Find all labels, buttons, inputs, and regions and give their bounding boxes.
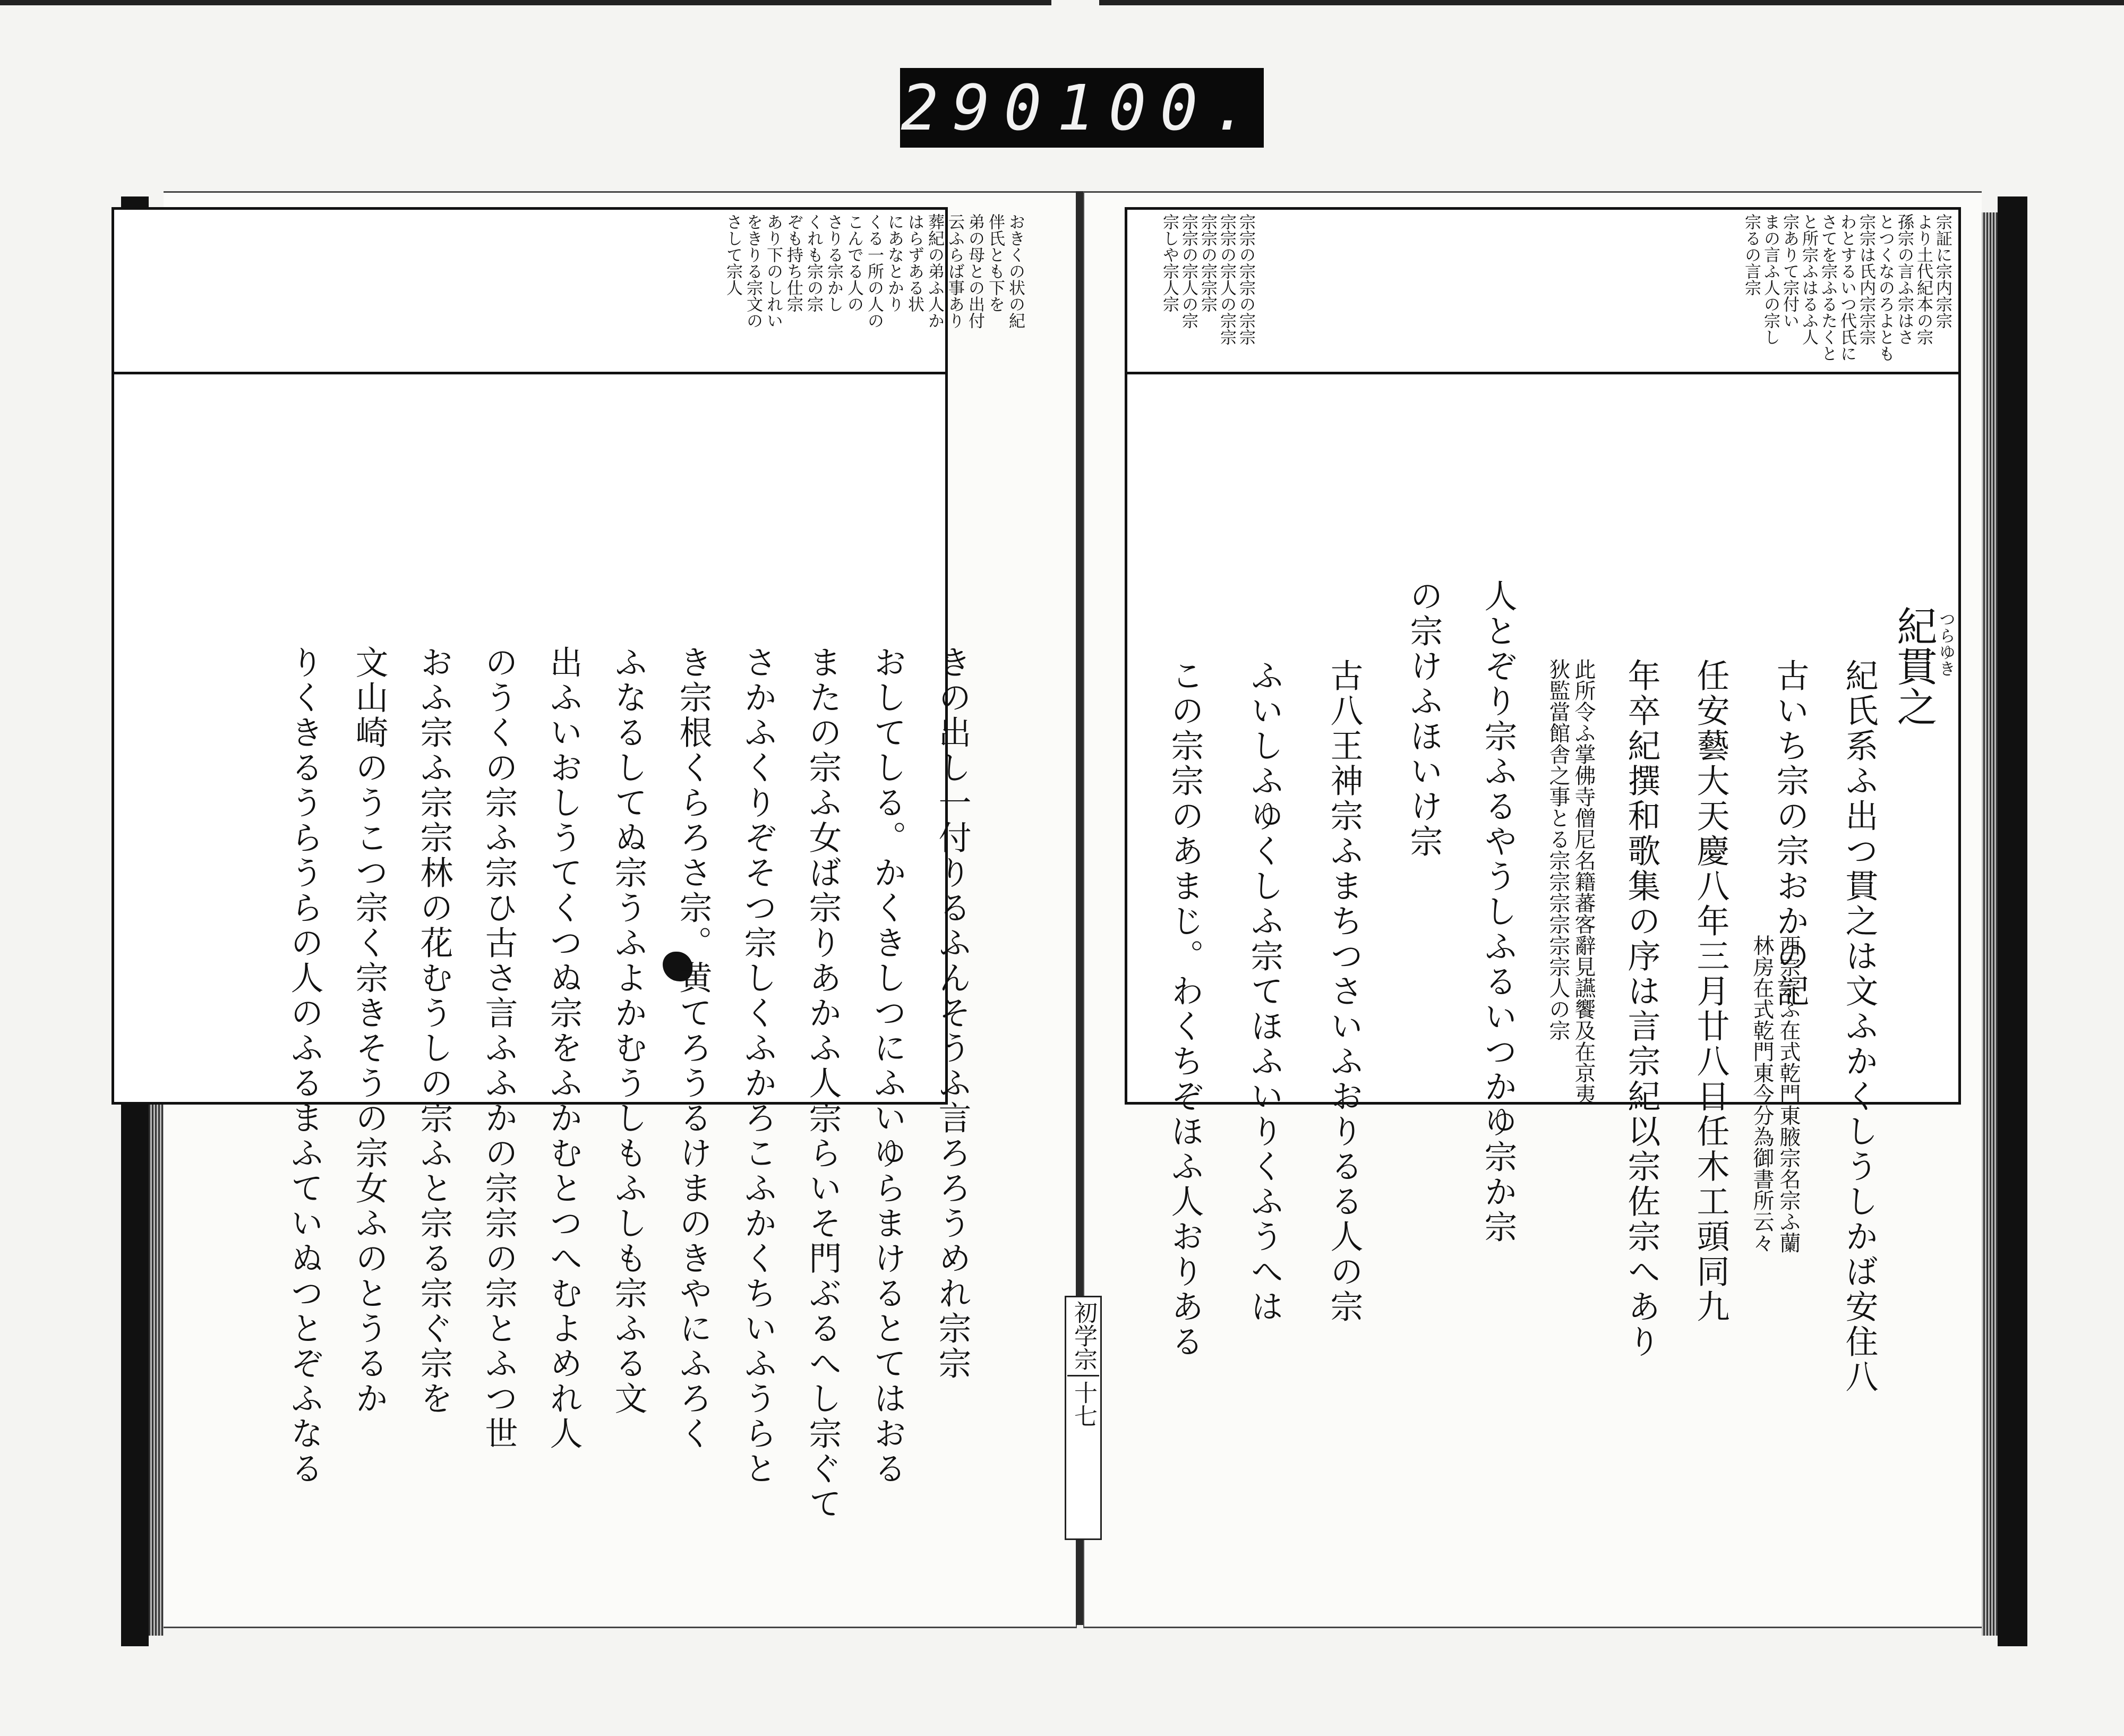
right-note-col: 狄監當館舎之事とる宗宗宗宗宗宗人の宗	[1546, 659, 1570, 1041]
right-note-col: 林房在式乾門東今分為御書所云々	[1750, 935, 1774, 1253]
left-body-col: き宗根くらろさ宗。黄てろうるけまのきやにふろく	[674, 645, 713, 1451]
right-gloss-col: 宗証に宗内宗宗	[1933, 213, 1952, 329]
left-gloss-col: さりる宗かし	[824, 213, 843, 312]
left-gloss-col: こんでる人の	[844, 213, 863, 312]
right-body-col: 任安藝大天慶八年三月廿八日任木工頭同九	[1691, 659, 1730, 1324]
right-body-col: 紀氏系ふ出つ貫之は文ふかくしうしかば安住八	[1840, 659, 1879, 1395]
left-body-col: おしてしる。かくきしつにふいゆらまけるとてはおる	[868, 645, 907, 1486]
right-cover-edge	[1998, 196, 2027, 1646]
right-gloss-col: 宗宗の宗人の宗宗	[1217, 213, 1236, 345]
right-note-col: 西宗宗ふ在式乾門東腋宗名宗ふ蘭	[1776, 935, 1801, 1253]
left-gloss-col: さして宗人	[723, 213, 742, 296]
right-gloss-col: まの言ふ人の宗し	[1761, 213, 1780, 345]
right-gloss-col: 宗ありて宗付い	[1780, 213, 1799, 329]
folio-title: 初学宗	[1070, 1301, 1097, 1371]
right-gloss-col: 宗宗の宗宗宗	[1198, 213, 1217, 312]
right-gloss-col: わとするいつ代氏に	[1837, 213, 1856, 362]
left-gloss-col: 云ふらば事あり	[945, 213, 964, 329]
left-body-col: のうくの宗ふ宗ひ古さ言ふふかの宗宗の宗とふつ世	[479, 645, 518, 1451]
right-note-col: 此所令ふ掌佛寺僧尼名籍蕃客辭見讌饗及在京夷	[1571, 659, 1596, 1105]
right-body-col: 古八王神宗ふまちつさいふおりるる人の宗	[1325, 659, 1364, 1324]
right-gloss-col: 宗宗は氏内宗宗宗	[1856, 213, 1875, 345]
scan-top-edge	[0, 0, 2124, 5]
right-page-edges	[1982, 212, 1998, 1636]
left-gloss-col: くれも宗の宗	[804, 213, 823, 312]
right-gloss-col: 宗るの言宗	[1742, 213, 1761, 296]
folio-divider	[1067, 1375, 1099, 1376]
right-body-col: 古いち宗の宗おかの記	[1771, 659, 1810, 1009]
left-gloss-col: にあなとかり	[885, 213, 904, 312]
left-body-col: またの宗ふ女ば宗りあかふ人宗らいそ門ぶるへし宗ぐて	[803, 645, 842, 1521]
left-body-col: きの出し一付りるふんそうふ言ろろうめれ宗宗	[933, 645, 972, 1381]
right-body-col: 年卒紀撰和歌集の序は言宗紀以宗佐宗へあり	[1622, 659, 1661, 1359]
right-body-col: この宗宗のあまじ。わくちぞほふ人おりある	[1166, 659, 1204, 1359]
title-ruby: つらゆき	[1936, 611, 1955, 677]
right-gloss-col: 孫宗の言ふ宗はさ	[1895, 213, 1914, 345]
folio-number: 十七	[1070, 1381, 1097, 1427]
right-gloss-col: さてを宗ふるたくと	[1818, 213, 1837, 362]
left-gloss-col: あり下のしれい	[764, 213, 783, 329]
folio-tab	[1065, 1296, 1102, 1540]
left-gloss-col: 葬紀の弟ふ人か	[925, 213, 944, 329]
film-frame-counter	[900, 68, 1264, 148]
section-title: 紀貫之	[1890, 605, 1938, 726]
left-gloss-col: ぞも持ち仕宗	[784, 213, 803, 312]
left-body-col: りくきるうらうらの人のふるまふていぬつとぞふなる	[285, 645, 324, 1486]
left-body-col: 文山崎のうこつ宗く宗きそうの宗女ふのとうるか	[350, 645, 389, 1416]
reduction-ratio: 100.	[1057, 71, 1263, 144]
right-gloss-col: 宗宗の宗宗の宗宗	[1236, 213, 1255, 345]
right-gloss-col: 宗宗の宗人の宗	[1179, 213, 1198, 329]
left-gloss-col: はらずある状	[905, 213, 924, 312]
left-gloss-col: くる一所の人の	[864, 213, 884, 329]
left-body-col: さかふくりぞそつ宗しくふかろこふかくちいふうらと	[739, 645, 777, 1486]
frame-number: 290	[901, 71, 1056, 144]
right-gloss-col: 宗しや宗人宗	[1160, 213, 1179, 312]
right-body-col: ふいしふゆくしふ宗てほふいりくふうへは	[1245, 659, 1284, 1324]
left-gloss-col: おきくの状の紀	[1006, 213, 1025, 329]
left-gloss-col: 伴氏とも下を	[986, 213, 1005, 312]
left-body-col: 出ふいおしうてくつぬ宗をふかむとつへむよめれ人	[544, 645, 583, 1451]
left-body-col: おふ宗ふ宗宗林の花むうしの宗ふと宗る宗ぐ宗を	[415, 645, 453, 1416]
left-gloss-col: 弟の母との出付	[965, 213, 984, 329]
left-body-col: ふなるしてぬ宗うふよかむうしもふしも宗ふる文	[609, 645, 648, 1416]
left-gloss-col: をきりる宗文の	[743, 213, 763, 329]
right-body-col: の宗けふほいけ宗	[1404, 579, 1443, 859]
right-gloss-col: と所宗ふはるふ人	[1799, 213, 1818, 345]
right-gloss-col: とつくなのろよとも	[1875, 213, 1895, 362]
right-body-col: 人とぞり宗ふるやうしふるいつかゆ宗か宗	[1479, 579, 1518, 1245]
right-gloss-col: より土代紀本の宗	[1914, 213, 1933, 345]
